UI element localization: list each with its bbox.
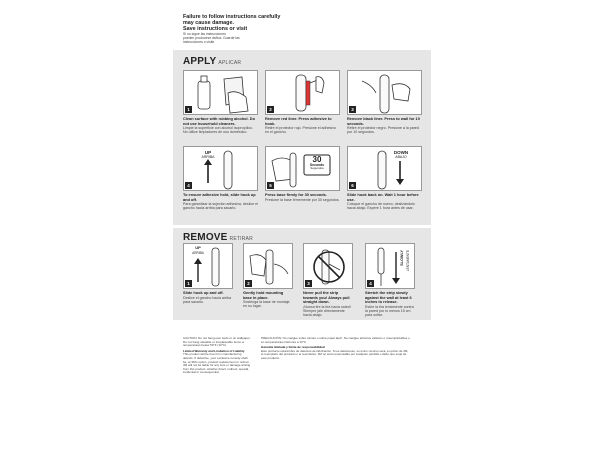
step-caption-es: Retire el protector negro. Presione a la pared por 10 segundos.	[347, 126, 419, 135]
remove-section	[173, 228, 431, 320]
step-number: 2	[245, 280, 252, 287]
warranty-title-en: Limited Warranty and Limitation of Liability	[183, 348, 245, 353]
step-caption-en: Remove red liner. Press adhesive to hook.	[265, 116, 332, 126]
remove-title	[183, 232, 253, 243]
step-caption-en: Stretch the strip slowly against the wall at least 6 inches to release.	[365, 290, 412, 305]
remove-step-2	[243, 243, 293, 309]
step-number: 4	[367, 280, 374, 287]
step-caption-es: Limpie la superficie con alcohol isopropílico. No utilice limpiadores de uso doméstico.	[183, 126, 254, 135]
step-number: 1	[185, 280, 192, 287]
press-to-wall-illustration	[347, 70, 422, 115]
clean-surface-illustration	[183, 70, 258, 115]
apply-step-5	[265, 146, 340, 202]
instruction-sheet	[173, 0, 431, 450]
slowly-label-es: LENTAMENTE	[406, 250, 410, 272]
press-base-illustration	[265, 146, 340, 191]
warning-sub-2: pueden producirse daños. Guarde las	[183, 36, 240, 40]
slowly-label-en: SLOWLY	[400, 250, 404, 266]
caution-es: PRECAUCIÓN: No cuelgue sobre camas o sobre papel tapiz. No cuelgue artículos valiosos o irreemplazables o en temperaturas inferiores a 10°C.	[261, 336, 410, 344]
warranty-text-es: Este producto estará libre de defectos de fabricación. Si es defectuoso, su único recurso será, a opción de 3M, el reemplazo del producto o el reembolso. 3M no será responsable por cualquier pérdida o daño que surja de este producto.	[261, 348, 409, 360]
fine-print-es	[261, 337, 411, 361]
remove-title-en: REMOVE	[183, 232, 228, 243]
apply-step-6	[347, 146, 422, 211]
slowly-label	[400, 250, 404, 266]
apply-section	[173, 50, 431, 225]
timer-number: 30	[312, 155, 322, 164]
apply-title-en: APPLY	[183, 56, 217, 67]
remove-up-label-en: UP	[195, 245, 201, 250]
timer-unit-en: Seconds	[309, 163, 325, 167]
step-number: 4	[185, 182, 192, 189]
step-caption-en: Press base firmly for 30 seconds.	[265, 192, 327, 197]
remove-red-liner-illustration	[265, 70, 340, 115]
apply-title-es: APLICAR	[218, 60, 242, 66]
step-caption-en: Slide hook back on. Wait 1 hour before use.	[347, 192, 419, 202]
step-caption-es: Estire la tira lentamente contra la pared por lo menos 15 cm para soltar.	[365, 304, 414, 318]
caution-en: CAUTION: Do not hang over beds or on wallpaper. Do not hang valuable or irreplaceable items or temperatures below 50°F (10°C).	[183, 336, 251, 348]
remove-title-es: RETIRAR	[229, 236, 253, 242]
step-caption-en: Remove black liner. Press to wall for 10 seconds.	[347, 116, 420, 126]
timer-unit-es: Segundos	[310, 166, 324, 170]
down-label-en: DOWN	[393, 150, 409, 155]
warning-line-2: may cause damage.	[183, 20, 234, 26]
remove-step-1	[183, 243, 233, 304]
apply-step-1	[183, 70, 258, 135]
step-number: 3	[349, 106, 356, 113]
slide-hook-down-illustration	[347, 146, 422, 191]
hold-base-illustration	[243, 243, 293, 289]
do-not-pull-illustration	[303, 243, 353, 289]
slowly-label-es-wrap	[406, 250, 410, 271]
apply-title	[183, 56, 241, 67]
apply-step-3	[347, 70, 422, 135]
remove-step-3	[303, 243, 353, 318]
step-number: 6	[349, 182, 356, 189]
timer-box	[304, 156, 330, 171]
step-caption-es: Deslice el gancho hacia arriba para sacarlo.	[183, 295, 232, 304]
header-warning	[183, 14, 423, 44]
remove-slide-up-illustration	[183, 243, 233, 289]
fine-print-en	[183, 337, 251, 375]
slide-hook-up-illustration	[183, 146, 258, 191]
remove-up-label-es: ARRIBA	[192, 250, 204, 255]
step-number: 2	[267, 106, 274, 113]
warranty-title-es: Garantía limitada y límite de responsabilidad	[261, 345, 325, 350]
step-caption-es: ¡Nunca tire la tira hacia usted! Siempre jale directamente hacia abajo.	[303, 304, 351, 318]
step-caption-es: Coloque el gancho de nuevo, deslizándolo hacia abajo. Espere 1 hora antes de usar.	[347, 202, 415, 211]
stretch-strip-illustration	[365, 243, 415, 289]
step-caption-es: Presione la base firmemente por 30 segundos.	[265, 197, 340, 202]
warning-line-1: Failure to follow instructions carefully	[183, 14, 281, 20]
down-label	[390, 150, 412, 160]
warning-line-3: Save instructions or visit	[183, 26, 248, 32]
step-caption-en: Gently hold mounting base in place.	[243, 290, 284, 300]
up-label-es: ARRIBA	[201, 155, 215, 159]
warning-sub-3: instrucciones o visite	[183, 40, 215, 44]
step-caption-es: Retire el protector rojo. Presione el adhesivo en el gancho.	[265, 126, 336, 135]
step-number: 1	[185, 106, 192, 113]
step-number: 5	[267, 182, 274, 189]
step-caption-en: Slide hook up and off.	[183, 290, 224, 295]
step-caption-en: Never pull the strip towards you! Always pull straight down.	[303, 290, 350, 305]
step-caption-en: To ensure adhesive hold, slide hook up and off.	[183, 192, 256, 202]
step-caption-es: Sostenga la base de montaje en su lugar.	[243, 300, 290, 309]
down-label-es: ABAJO	[395, 155, 407, 159]
remove-step-4	[365, 243, 415, 318]
apply-step-4	[183, 146, 258, 211]
up-label-en: UP	[204, 150, 212, 155]
up-label	[196, 150, 220, 160]
warning-sub-1: Si no sigue las instrucciones	[183, 32, 226, 36]
warranty-text-en: This product will be free from manufacturing defects. If defective, your exclusive remedy shall be, at 3M's option, product replacement or refund. 3M will not be liable for any loss or damage arising from this product, whether direct, indirect, special, incidental or consequential.	[183, 352, 251, 375]
apply-step-2	[265, 70, 340, 135]
step-number: 3	[305, 280, 312, 287]
step-caption-es: Para garantizar la sujeción adhesiva, deslice el gancho hacia arriba para sacarlo.	[183, 202, 258, 211]
remove-up-label	[188, 246, 208, 255]
step-caption-en: Clean surface with rubbing alcohol. Do not use household cleaners.	[183, 116, 255, 126]
